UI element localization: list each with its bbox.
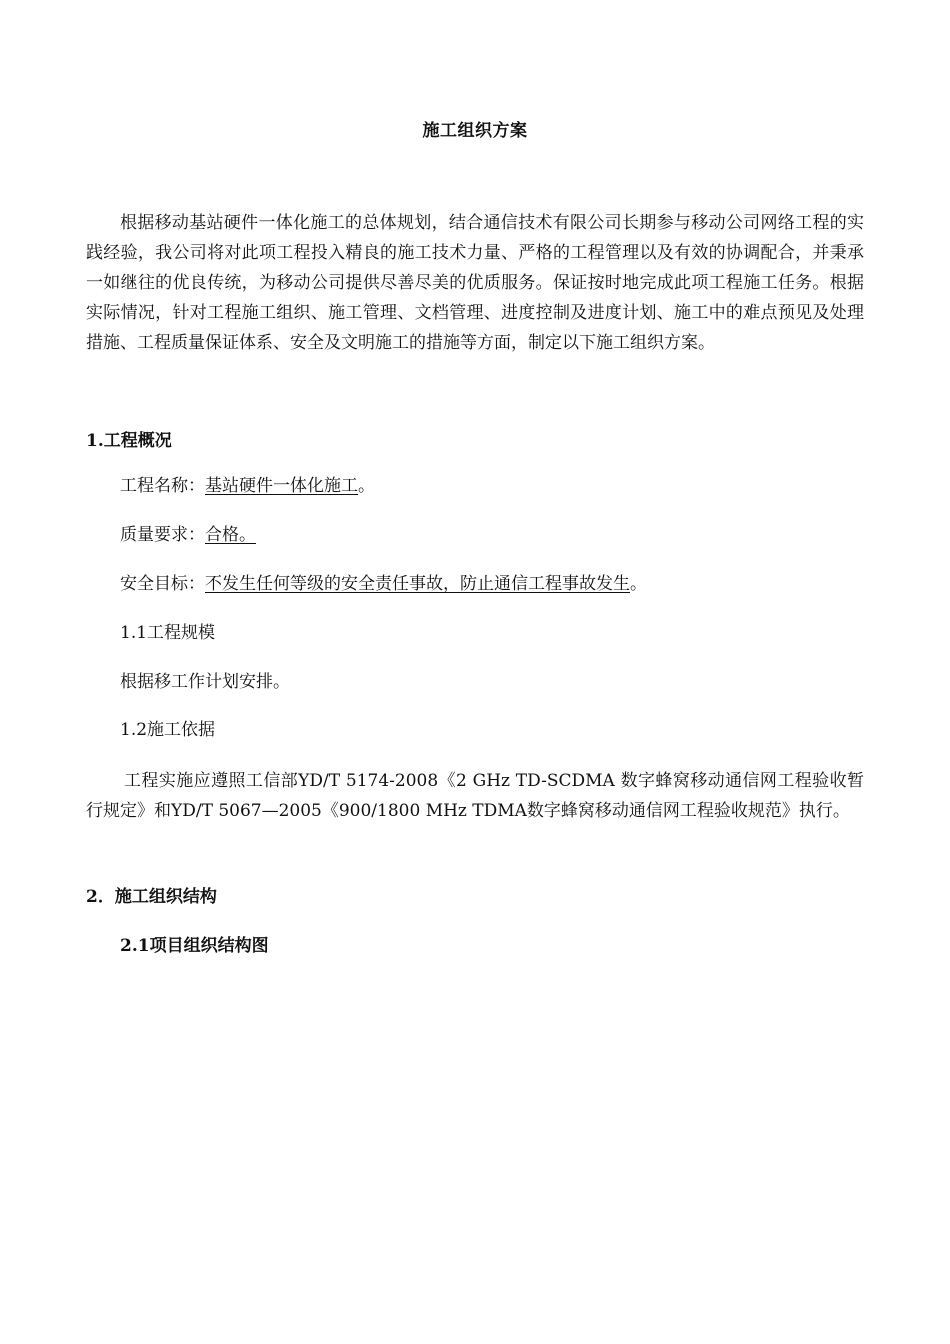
intro-paragraph: 根据移动基站硬件一体化施工的总体规划，结合通信技术有限公司长期参与移动公司网络工程的实践经验，我公司将对此项工程投入精良的施工技术力量、严格的工程管理以及有效的协调配合，并秉承一如继往的优良传统，为移动公司提供尽善尽美的优质服务。保证按时地完成此项工程施工任务。根据实际情况，针对工程施工组织、施工管理、文档管理、进度控制及进度计划、施工中的难点预见及处理措施、工程质量保证体系、安全及文明施工的措施等方面，制定以下施工组织方案。 xyxy=(86,213,864,353)
document-title: 施工组织方案 xyxy=(422,121,528,141)
section-1-heading: 1.工程概况 xyxy=(86,431,172,451)
quality-value: 合格。 xyxy=(205,525,256,545)
subsection-2-1-heading: 2.1项目组织结构图 xyxy=(120,936,269,956)
safety-label: 安全目标： xyxy=(120,574,205,594)
quality-line xyxy=(120,523,256,547)
safety-line xyxy=(120,572,647,596)
safety-end: 。 xyxy=(630,574,647,594)
subsection-1-1-text: 根据移工作计划安排。 xyxy=(120,672,290,692)
project-name-end: 。 xyxy=(358,476,375,496)
project-name-label: 工程名称： xyxy=(120,476,205,496)
section-2-heading: 2．施工组织结构 xyxy=(86,887,217,907)
subsection-1-2-text: 工程实施应遵照工信部YD/T 5174-2008《2 GHz TD-SCDMA 数字蜂窝移动通信网工程验收暂行规定》和YD/T 5067—2005《900/1800 MHz TDMA数字蜂窝移动通信网工程验收规范》执行。 xyxy=(86,771,864,821)
project-name-line xyxy=(120,474,375,498)
project-name-value: 基站硬件一体化施工 xyxy=(205,476,358,496)
subsection-1-1-heading: 1.1工程规模 xyxy=(120,623,216,643)
quality-label: 质量要求： xyxy=(120,525,205,545)
subsection-1-2-heading: 1.2施工依据 xyxy=(120,720,216,740)
safety-value: 不发生任何等级的安全责任事故，防止通信工程事故发生 xyxy=(205,574,630,594)
